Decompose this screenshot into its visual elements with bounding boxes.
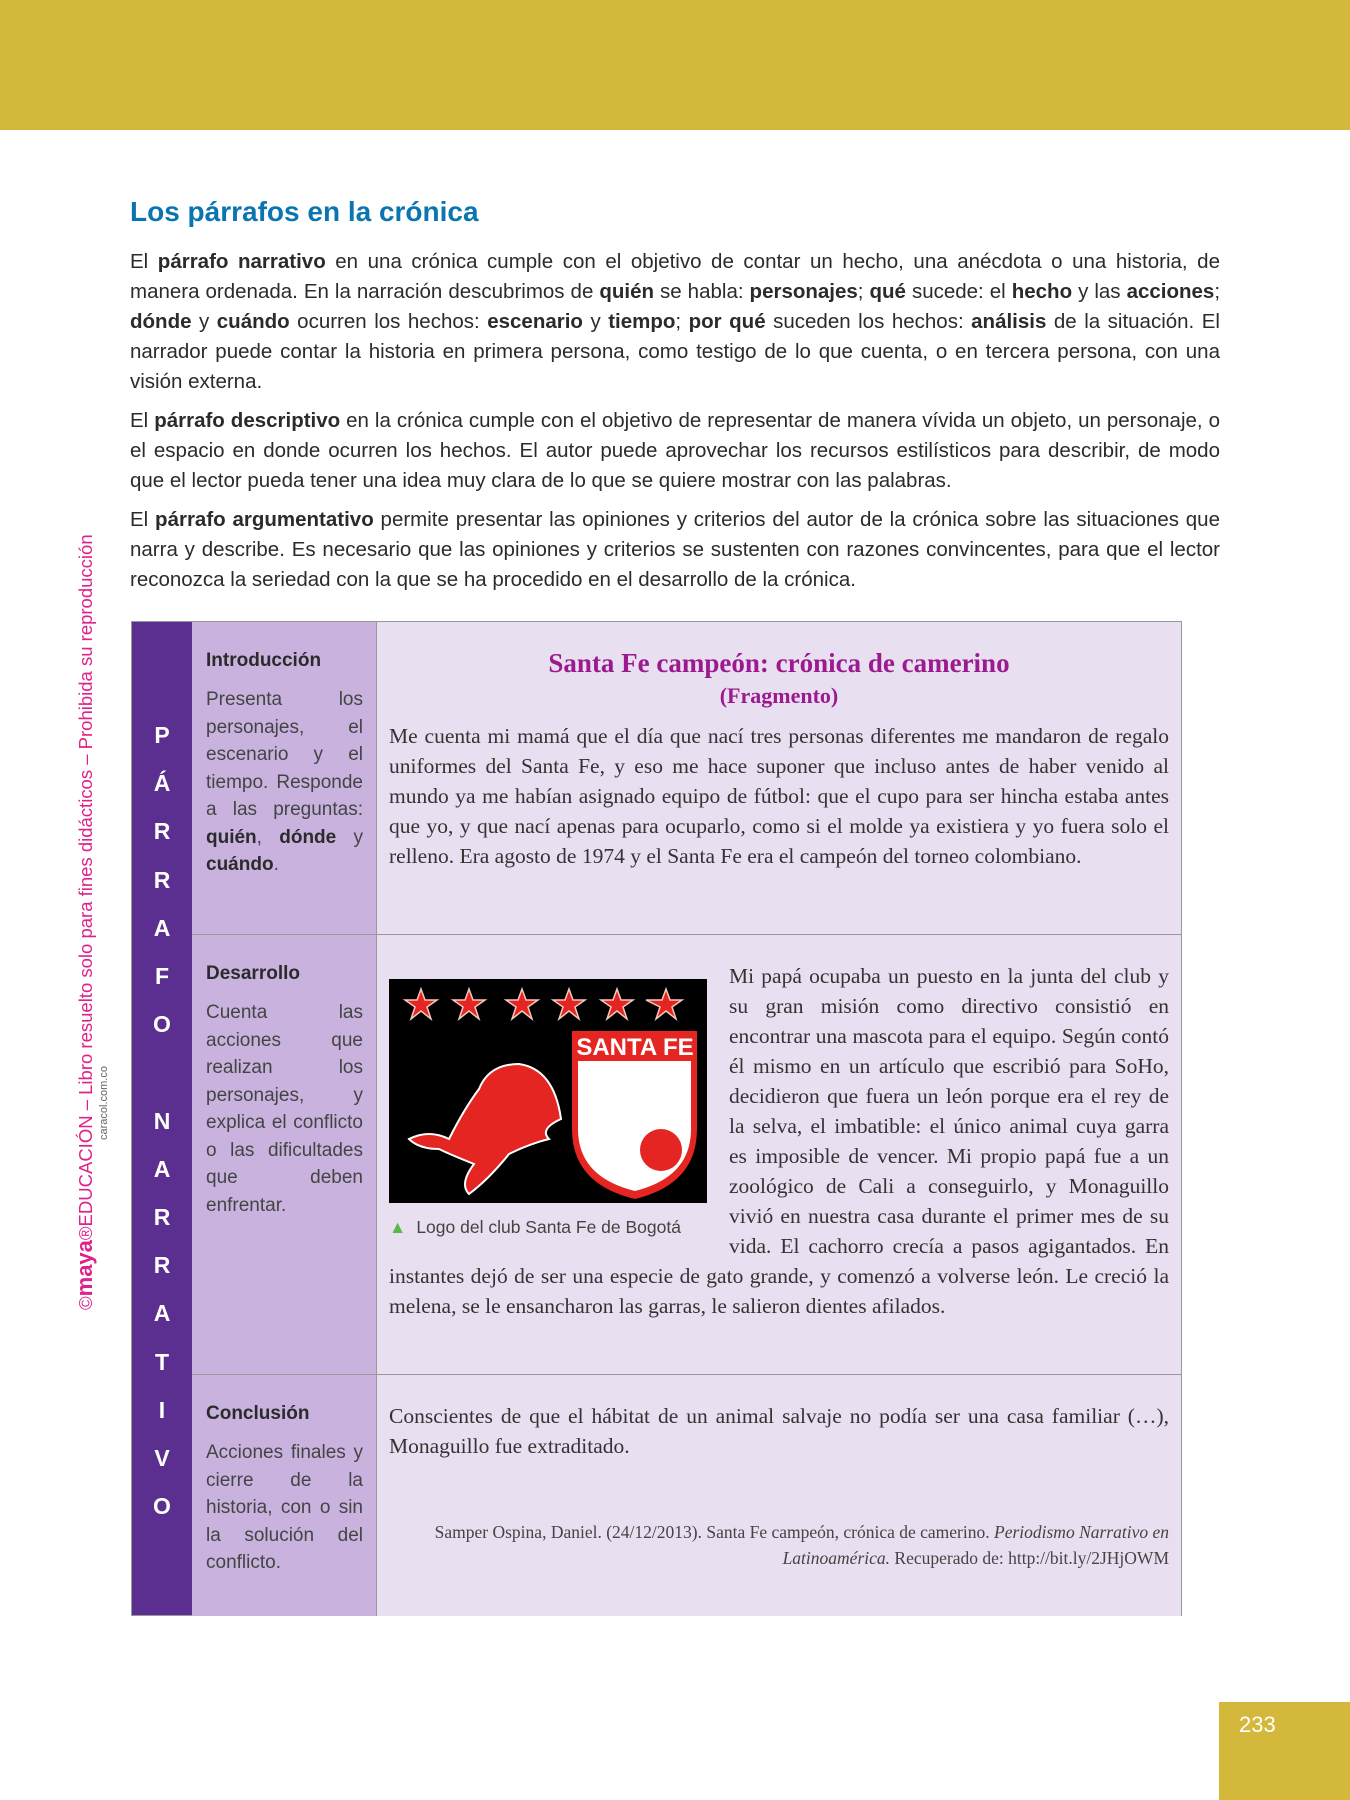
page-title: Los párrafos en la crónica — [130, 196, 479, 227]
lion-icon — [409, 1064, 561, 1194]
paragraph-descriptive — [130, 406, 1220, 496]
bold-term: párrafo argumentativo — [155, 508, 374, 531]
text-segment: y las — [1072, 280, 1127, 303]
row-conclusion-label — [192, 1374, 376, 1616]
row-intro-label — [192, 622, 376, 934]
story-development-text: Mi papá ocupaba un puesto en la junta del club y su gran misión como directivo consistió en encontrar una mascota para el equipo. Según contó él mismo en un artículo que escribió para SoHo, decidieron que fuera un león porque era el rey de la selva, el imbatible: el único animal cuya garra es imposible de vencer. Mi propio papá fue a un zoológico de Cali a conseguirlo, y Monaguillo vivió en nuestra casa durante el primer mes de su vida. El cachorro crecía a pasos agigantados. En instantes dejó de ser una especie de gato grande, y comenzó a volverse león. Le creció la melena, se le ensancharon las garras, le salieron dientes afilados. — [389, 964, 1169, 1318]
vertical-label-letter: A — [153, 914, 171, 941]
text-segment: de la situación. El narrador puede contar la historia en primera persona, como testigo de lo que cuenta, o en tercera persona, con una visión externa. — [130, 310, 1220, 393]
text-segment: permite presentar las opiniones y criterios del autor de la crónica sobre las situaciones que narra y describe. Es necesario que las opiniones y criterios se sustenten con razones convincentes, para que el lector reconozca la seriedad con la que se ha procedido en el desarrollo de la crónica. — [130, 508, 1220, 591]
row-development-label — [192, 934, 376, 1374]
paragraph-argumentative — [130, 505, 1220, 595]
side-note-site: caracol.com.co — [98, 1066, 110, 1140]
vertical-label-letter: R — [153, 1204, 171, 1230]
story-title: Santa Fe campeón: crónica de camerino — [548, 648, 1010, 678]
text-segment: ; — [857, 280, 870, 303]
story-intro-text: Me cuenta mi mamá que el día que nací tres personas diferentes me mandaron de regalo uniformes del Santa Fe, y eso me hace suponer que incluso antes de haber venido al mundo ya me habían asignado equipo de fútbol: que el cupo para ser hincha estaba antes que yo, y que nací apenas para ocuparlo, como si el molde ya existiera y yo fuera solo el relleno. Era agosto de 1974 y el Santa Fe era el campeón del torneo colombiano. — [389, 724, 1169, 868]
text-segment: suceden los hechos: — [765, 310, 972, 333]
row-intro-story — [376, 622, 1181, 934]
vertical-label-letter: R — [153, 818, 171, 845]
vertical-label-letter: N — [153, 1107, 171, 1134]
vertical-label-letter: T — [154, 1348, 170, 1375]
triangle-icon: ▲ — [389, 1217, 407, 1237]
vertical-label-column — [132, 622, 192, 1615]
logo-figure — [389, 935, 707, 1238]
side-note-text: EDUCACIÓN – Libro resuelto solo para fines didácticos – Prohibida su reproducción — [75, 534, 96, 1227]
row-heading: Introducción — [206, 650, 322, 671]
page-number: 233 — [1239, 1712, 1276, 1737]
bold-term: quién — [599, 280, 655, 303]
text-segment: Acciones finales y cierre de la historia, con o sin la solución del conflicto. — [206, 1442, 363, 1573]
bold-term: dónde — [130, 310, 192, 333]
reference-author: Samper Ospina, Daniel. (24/12/2013). Santa Fe campeón, crónica de camerino. — [434, 1522, 994, 1542]
logo-caption — [389, 1217, 707, 1238]
copyright-symbol: © — [75, 1296, 96, 1310]
row-heading: Conclusión — [206, 1403, 310, 1424]
text-segment: ocurren los hechos: — [289, 310, 488, 333]
story-conclusion-text: Conscientes de que el hábitat de un animal salvaje no podía ser una casa familiar (…), Monaguillo fue extraditado. — [389, 1404, 1169, 1458]
intro-paragraphs — [130, 247, 1220, 604]
story-subtitle: (Fragmento) — [719, 683, 839, 708]
side-copyright-note — [72, 480, 110, 1310]
text-segment: ; — [1214, 280, 1221, 303]
bold-term: párrafo narrativo — [157, 250, 326, 273]
vertical-label-letter: F — [154, 963, 170, 989]
narrative-paragraph-table — [131, 621, 1182, 1616]
stars-icon — [405, 989, 682, 1019]
bold-term: personajes — [749, 280, 858, 303]
bold-term: hecho — [1011, 280, 1073, 303]
text-segment: y — [336, 826, 364, 848]
text-segment: en una crónica cumple con el objetivo de contar un hecho, una anécdota o una historia, de manera ordenada. En la narración descubrimos de — [130, 250, 1220, 303]
vertical-label-letter: V — [154, 1445, 170, 1471]
text-segment: Cuenta las acciones que realizan los personajes, y explica el conflicto o las dificultades que deben enfrentar. — [206, 1002, 363, 1216]
row-development-story — [376, 934, 1181, 1374]
vertical-label-letter: Á — [153, 770, 171, 797]
bold-term: cuándo — [216, 310, 290, 333]
vertical-label-letter: O — [153, 1493, 171, 1520]
top-color-band — [0, 0, 1350, 130]
vertical-label-letter: P — [154, 722, 170, 748]
text-segment: El — [130, 409, 155, 432]
row-description — [206, 1439, 363, 1577]
bold-term: escenario — [487, 310, 583, 333]
text-segment: sucede: el — [905, 280, 1012, 303]
text-segment: El — [130, 250, 158, 273]
vertical-label-letter: R — [153, 866, 171, 893]
bold-term: qué — [869, 280, 906, 303]
bold-term: tiempo — [608, 310, 676, 333]
row-description — [206, 686, 363, 879]
vertical-label-letter: O — [153, 1011, 171, 1038]
bold-term: análisis — [971, 310, 1047, 333]
bold-term: quién — [206, 826, 257, 848]
text-segment: El — [130, 508, 156, 531]
vertical-label-letter: A — [153, 1300, 171, 1327]
text-segment: en la crónica cumple con el objetivo de representar de manera vívida un objeto, un personaje, o el espacio en donde ocurren los hechos. El autor puede aprovechar los recursos estilísticos para describir, de modo que el lector pueda tener una idea muy clara de lo que se quiere mostrar con las palabras. — [130, 409, 1220, 492]
row-conclusion-story — [376, 1374, 1181, 1616]
row-description — [206, 999, 363, 1219]
vertical-label-letter: A — [153, 1155, 171, 1182]
bold-term: acciones — [1126, 280, 1215, 303]
page-number-box — [1219, 1702, 1350, 1800]
reference-url: Recuperado de: http://bit.ly/2JHjOWM — [890, 1548, 1169, 1568]
text-segment: Presenta los personajes, el escenario y el tiempo. Responde a las preguntas: — [206, 689, 363, 820]
text-segment: se habla: — [654, 280, 750, 303]
reference-source: Periodismo Narrativo en Latinoamérica. — [782, 1522, 1169, 1568]
text-segment: . — [273, 854, 279, 875]
story-reference — [389, 1519, 1169, 1571]
bold-term: párrafo descriptivo — [154, 409, 341, 432]
paragraph-narrative — [130, 247, 1220, 397]
text-segment: ; — [675, 310, 689, 333]
text-segment: , — [256, 826, 280, 848]
logo-text: SANTA FE — [576, 1034, 694, 1061]
santa-fe-logo-image — [389, 979, 707, 1203]
vertical-label-letter: I — [158, 1396, 166, 1423]
text-segment: y — [582, 310, 609, 333]
bold-term: dónde — [279, 826, 337, 848]
caption-text: Logo del club Santa Fe de Bogotá — [416, 1217, 681, 1237]
text-segment: y — [191, 310, 217, 333]
brand-logo-text: maya — [72, 1240, 97, 1297]
bold-term: cuándo — [206, 854, 274, 875]
bold-term: por qué — [688, 310, 766, 333]
row-heading: Desarrollo — [206, 963, 300, 984]
vertical-label-letter: R — [153, 1252, 171, 1279]
registered-symbol: ® — [75, 1226, 96, 1241]
